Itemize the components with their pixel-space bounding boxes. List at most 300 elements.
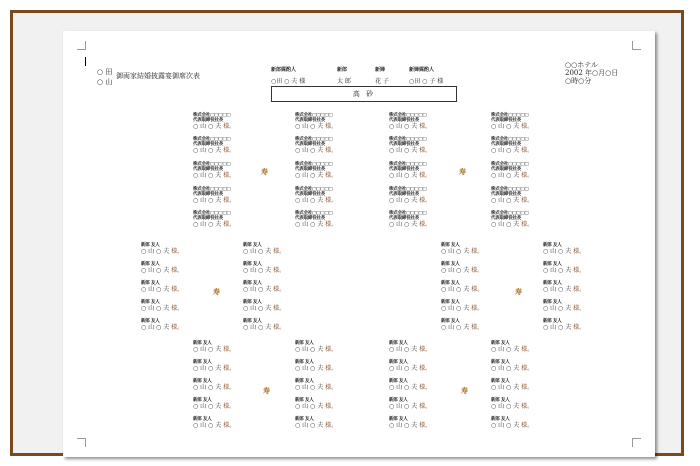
guest-name [491,221,533,229]
guest-seat [389,341,431,354]
guest-name-text: ○ 山 ○ 夫 [543,248,574,255]
guest-role [389,137,431,147]
honorific: 様。 [521,384,534,391]
guest-role-line: 株式会社□□□□□ [491,137,529,142]
guest-name [295,384,337,392]
guest-seat [295,341,337,354]
time: ○時○分 [565,77,592,85]
guest-name [491,197,533,205]
guest-name-text: ○ 山 ○ 夫 [193,422,224,429]
honorific: 様。 [521,346,534,353]
guest-seat [491,187,533,205]
guest-seat [389,162,431,180]
guest-name-text: ○ 山 ○ 夫 [389,197,420,204]
guest-role: 新郎 友人 [389,417,408,422]
guest-name [295,221,337,229]
guest-name [543,248,585,256]
role-label: 新婦媒酌人 [409,67,435,73]
guest-name [295,147,337,155]
guest-name-text: ○ 山 ○ 夫 [389,172,420,179]
guest-seat [543,300,585,313]
honorific: 様。 [471,286,484,293]
guest-role-line: 代表取締役社長 [491,118,522,123]
guest-role [295,113,337,123]
guest-seat [491,211,533,229]
guest-name [243,324,285,332]
honorific: 様。 [573,305,586,312]
guest-name-text: ○ 山 ○ 夫 [441,248,472,255]
guest-role [295,137,337,147]
head-table: 高 砂 [271,86,457,102]
guest-name-text: ○ 山 ○ 夫 [441,305,472,312]
guest-role: 新郎 友人 [141,262,160,267]
guest-name [243,286,285,294]
guest-seat [295,187,337,205]
person-name: ○田 ○ 子 様 [409,78,444,85]
guest-seat [295,398,337,411]
guest-seat [491,113,533,131]
guest-role: 新郎 友人 [389,360,408,365]
guest-name [193,147,235,155]
guest-role: 新郎 友人 [295,341,314,346]
guest-role-line: 代表取締役社長 [295,118,326,123]
guest-name-text: ○ 山 ○ 夫 [295,147,326,154]
guest-role-line: 株式会社□□□□□ [389,113,427,118]
honorific: 様。 [419,197,432,204]
guest-name [491,365,533,373]
guest-name-text: ○ 山 ○ 夫 [141,305,172,312]
guest-name [543,305,585,313]
guest-name-text: ○ 山 ○ 夫 [193,384,224,391]
guest-name [389,422,431,430]
crop-mark [77,41,86,50]
guest-role [491,162,533,172]
guest-name-text: ○ 山 ○ 夫 [441,286,472,293]
guest-role: 新郎 友人 [193,398,212,403]
guest-role-line: 代表取締役社長 [193,167,224,172]
guest-seat [243,281,285,294]
guest-seat [543,262,585,275]
guest-name [295,197,337,205]
honorific: 様。 [223,123,236,130]
guest-role: 新郎 友人 [543,243,562,248]
guest-seat [389,417,431,430]
groom [337,65,351,87]
honorific: 様。 [325,197,338,204]
guest-name [295,123,337,131]
guest-seat [295,360,337,373]
honorific: 様。 [521,403,534,410]
honorific: 様。 [171,267,184,274]
honorific: 様。 [171,305,184,312]
kotobuki-mark: 寿 [213,287,220,296]
guest-role: 新郎 友人 [441,319,460,324]
guest-role: 新郎 友人 [243,281,262,286]
guest-name [295,172,337,180]
honorific: 様。 [471,267,484,274]
venue: ○○ホテル [565,61,598,69]
guest-seat [243,300,285,313]
person-name: ○田 ○ 夫 様 [271,78,306,85]
guest-name [491,403,533,411]
guest-role: 新郎 友人 [441,243,460,248]
honorific: 様。 [471,324,484,331]
honorific: 様。 [325,123,338,130]
role-label: 新郎 [337,67,348,73]
guest-role-line: 株式会社□□□□□ [193,211,231,216]
honorific: 様。 [521,365,534,372]
guest-name-text: ○ 山 ○ 夫 [193,346,224,353]
honorific: 様。 [325,403,338,410]
guest-name [389,403,431,411]
bride-parents [409,65,443,87]
guest-name [491,147,533,155]
guest-seat [491,360,533,373]
guest-role-line: 株式会社□□□□□ [193,187,231,192]
honorific: 様。 [573,267,586,274]
guest-name-text: ○ 山 ○ 夫 [491,172,522,179]
honorific: 様。 [223,172,236,179]
guest-seat [441,281,483,294]
guest-name-text: ○ 山 ○ 夫 [243,324,274,331]
guest-name-text: ○ 山 ○ 夫 [295,197,326,204]
guest-role-line: 代表取締役社長 [491,216,522,221]
guest-role-line: 代表取締役社長 [491,192,522,197]
honorific: 様。 [471,248,484,255]
guest-role-line: 株式会社□□□□□ [491,187,529,192]
guest-name [441,324,483,332]
guest-role: 新郎 友人 [243,300,262,305]
guest-name-text: ○ 山 ○ 夫 [193,365,224,372]
honorific: 様。 [273,248,286,255]
honorific: 様。 [419,221,432,228]
guest-role: 新郎 友人 [389,379,408,384]
guest-role-line: 株式会社□□□□□ [389,211,427,216]
kotobuki-mark: 寿 [515,287,522,296]
guest-seat [193,113,235,131]
header-left [97,67,112,87]
header-left-line: ○ 田 [97,68,113,76]
guest-role [389,113,431,123]
honorific: 様。 [521,422,534,429]
honorific: 様。 [419,346,432,353]
honorific: 様。 [471,305,484,312]
guest-seat [491,417,533,430]
guest-role-line: 代表取締役社長 [193,118,224,123]
honorific: 様。 [325,346,338,353]
guest-name-text: ○ 山 ○ 夫 [491,365,522,372]
guest-name-text: ○ 山 ○ 夫 [389,346,420,353]
guest-name [141,305,183,313]
guest-name-text: ○ 山 ○ 夫 [193,197,224,204]
page [63,31,655,457]
guest-role: 新郎 友人 [193,417,212,422]
guest-role: 新郎 友人 [389,398,408,403]
guest-role: 新郎 友人 [491,417,510,422]
guest-name-text: ○ 山 ○ 夫 [491,346,522,353]
guest-role-line: 株式会社□□□□□ [295,211,333,216]
guest-name [441,286,483,294]
guest-seat [491,137,533,155]
guest-name-text: ○ 山 ○ 夫 [389,123,420,130]
guest-name-text: ○ 山 ○ 夫 [491,197,522,204]
guest-name-text: ○ 山 ○ 夫 [389,365,420,372]
guest-seat [193,379,235,392]
person-name: 花 子 [375,78,389,85]
guest-role [491,187,533,197]
guest-role-line: 株式会社□□□□□ [193,162,231,167]
honorific: 様。 [223,384,236,391]
guest-role: 新郎 友人 [243,262,262,267]
honorific: 様。 [223,422,236,429]
guest-seat [141,281,183,294]
guest-role-line: 代表取締役社長 [491,167,522,172]
guest-role: 新郎 友人 [193,341,212,346]
guest-name [543,286,585,294]
bride [375,65,389,87]
honorific: 様。 [521,221,534,228]
guest-role-line: 代表取締役社長 [295,142,326,147]
window-frame [10,10,684,456]
honorific: 様。 [419,403,432,410]
guest-seat [441,300,483,313]
guest-name [441,248,483,256]
honorific: 様。 [325,422,338,429]
text-cursor [85,57,86,66]
guest-role: 新郎 友人 [441,300,460,305]
honorific: 様。 [573,248,586,255]
guest-name-text: ○ 山 ○ 夫 [243,248,274,255]
guest-seat [491,341,533,354]
guest-role [389,162,431,172]
guest-name-text: ○ 山 ○ 夫 [243,286,274,293]
guest-name [141,324,183,332]
honorific: 様。 [573,286,586,293]
guest-role-line: 代表取締役社長 [491,142,522,147]
honorific: 様。 [273,267,286,274]
guest-name [389,123,431,131]
guest-role [193,211,235,221]
guest-name-text: ○ 山 ○ 夫 [491,221,522,228]
guest-seat [491,162,533,180]
guest-name [243,267,285,275]
guest-name [193,346,235,354]
guest-name-text: ○ 山 ○ 夫 [295,422,326,429]
crop-mark [77,438,86,447]
guest-seat [243,262,285,275]
guest-name-text: ○ 山 ○ 夫 [295,384,326,391]
guest-role [193,162,235,172]
honorific: 様。 [419,422,432,429]
role-label: 新婦 [375,67,386,73]
guest-role: 新郎 友人 [491,379,510,384]
guest-role-line: 代表取締役社長 [389,192,420,197]
guest-seat [389,379,431,392]
guest-name-text: ○ 山 ○ 夫 [491,384,522,391]
guest-name [141,267,183,275]
document-title: 御両家結婚披露宴御席次表 [116,72,200,80]
honorific: 様。 [223,147,236,154]
guest-role: 新郎 友人 [295,379,314,384]
guest-name-text: ○ 山 ○ 夫 [491,147,522,154]
guest-name [295,346,337,354]
guest-name-text: ○ 山 ○ 夫 [491,123,522,130]
kotobuki-mark: 寿 [261,167,268,176]
guest-role-line: 株式会社□□□□□ [193,113,231,118]
guest-name-text: ○ 山 ○ 夫 [491,422,522,429]
guest-name [389,197,431,205]
guest-role-line: 代表取締役社長 [193,142,224,147]
guest-seat [243,319,285,332]
header-right [565,61,618,85]
guest-role: 新郎 友人 [295,398,314,403]
guest-name [193,123,235,131]
honorific: 様。 [325,365,338,372]
guest-seat [295,162,337,180]
guest-role-line: 株式会社□□□□□ [295,162,333,167]
guest-name-text: ○ 山 ○ 夫 [295,172,326,179]
guest-role: 新郎 友人 [295,417,314,422]
guest-seat [295,137,337,155]
guest-seat [193,137,235,155]
honorific: 様。 [419,123,432,130]
guest-role: 新郎 友人 [543,281,562,286]
person-name: 太 郎 [337,78,351,85]
guest-seat [543,319,585,332]
guest-name [491,123,533,131]
guest-role-line: 代表取締役社長 [389,167,420,172]
guest-name [389,384,431,392]
kotobuki-mark: 寿 [461,386,468,395]
honorific: 様。 [325,221,338,228]
guest-name [389,221,431,229]
header-left-line: ○ 山 [97,78,113,86]
guest-role-line: 株式会社□□□□□ [193,137,231,142]
guest-role-line: 代表取締役社長 [295,192,326,197]
guest-role: 新郎 友人 [441,262,460,267]
guest-name-text: ○ 山 ○ 夫 [389,403,420,410]
kotobuki-mark: 寿 [459,167,466,176]
guest-seat [193,162,235,180]
guest-name-text: ○ 山 ○ 夫 [193,147,224,154]
guest-seat [491,379,533,392]
guest-name [389,147,431,155]
guest-role [295,187,337,197]
guest-name [193,403,235,411]
guest-name-text: ○ 山 ○ 夫 [491,403,522,410]
honorific: 様。 [419,147,432,154]
guest-role: 新郎 友人 [243,243,262,248]
honorific: 様。 [223,365,236,372]
guest-seat [389,137,431,155]
guest-role-line: 株式会社□□□□□ [389,162,427,167]
guest-role: 新郎 友人 [243,319,262,324]
guest-role [193,187,235,197]
guest-name-text: ○ 山 ○ 夫 [389,384,420,391]
guest-seat [141,300,183,313]
guest-name [543,267,585,275]
guest-role: 新郎 友人 [295,360,314,365]
guest-seat [441,319,483,332]
guest-name-text: ○ 山 ○ 夫 [193,221,224,228]
guest-name [441,267,483,275]
honorific: 様。 [223,403,236,410]
honorific: 様。 [273,324,286,331]
guest-role-line: 代表取締役社長 [193,192,224,197]
guest-role: 新郎 友人 [141,243,160,248]
guest-role-line: 株式会社□□□□□ [295,113,333,118]
guest-name [141,248,183,256]
guest-name-text: ○ 山 ○ 夫 [243,267,274,274]
guest-role: 新郎 友人 [543,262,562,267]
guest-name-text: ○ 山 ○ 夫 [193,403,224,410]
honorific: 様。 [325,384,338,391]
guest-name [441,305,483,313]
guest-name-text: ○ 山 ○ 夫 [543,286,574,293]
guest-seat [295,113,337,131]
guest-role-line: 株式会社□□□□□ [491,113,529,118]
guest-name [193,197,235,205]
guest-seat [193,398,235,411]
guest-role [193,137,235,147]
honorific: 様。 [325,172,338,179]
honorific: 様。 [521,123,534,130]
guest-role [491,211,533,221]
guest-seat [141,243,183,256]
guest-name [491,172,533,180]
guest-role [295,211,337,221]
guest-name-text: ○ 山 ○ 夫 [441,324,472,331]
guest-name [193,172,235,180]
guest-seat [389,211,431,229]
guest-name [193,384,235,392]
guest-role [389,211,431,221]
honorific: 様。 [223,221,236,228]
guest-name-text: ○ 山 ○ 夫 [141,267,172,274]
guest-role: 新郎 友人 [543,300,562,305]
honorific: 様。 [521,197,534,204]
guest-role-line: 代表取締役社長 [389,216,420,221]
guest-name-text: ○ 山 ○ 夫 [141,324,172,331]
guest-name-text: ○ 山 ○ 夫 [389,147,420,154]
crop-mark [632,438,641,447]
guest-name [389,172,431,180]
guest-role: 新郎 友人 [491,360,510,365]
guest-role-line: 株式会社□□□□□ [389,187,427,192]
guest-name [389,346,431,354]
guest-role: 新郎 友人 [441,281,460,286]
guest-name [141,286,183,294]
guest-role: 新郎 友人 [141,300,160,305]
guest-role [389,187,431,197]
guest-role-line: 株式会社□□□□□ [295,187,333,192]
guest-name [243,248,285,256]
guest-role-line: 代表取締役社長 [295,216,326,221]
guest-seat [389,398,431,411]
guest-seat [491,398,533,411]
guest-role: 新郎 友人 [491,398,510,403]
guest-name [193,422,235,430]
guest-role-line: 代表取締役社長 [389,142,420,147]
guest-name [491,346,533,354]
guest-role [193,113,235,123]
guest-role: 新郎 友人 [193,379,212,384]
guest-role [295,162,337,172]
guest-role [491,137,533,147]
guest-seat [193,211,235,229]
guest-name-text: ○ 山 ○ 夫 [543,267,574,274]
guest-name-text: ○ 山 ○ 夫 [543,324,574,331]
